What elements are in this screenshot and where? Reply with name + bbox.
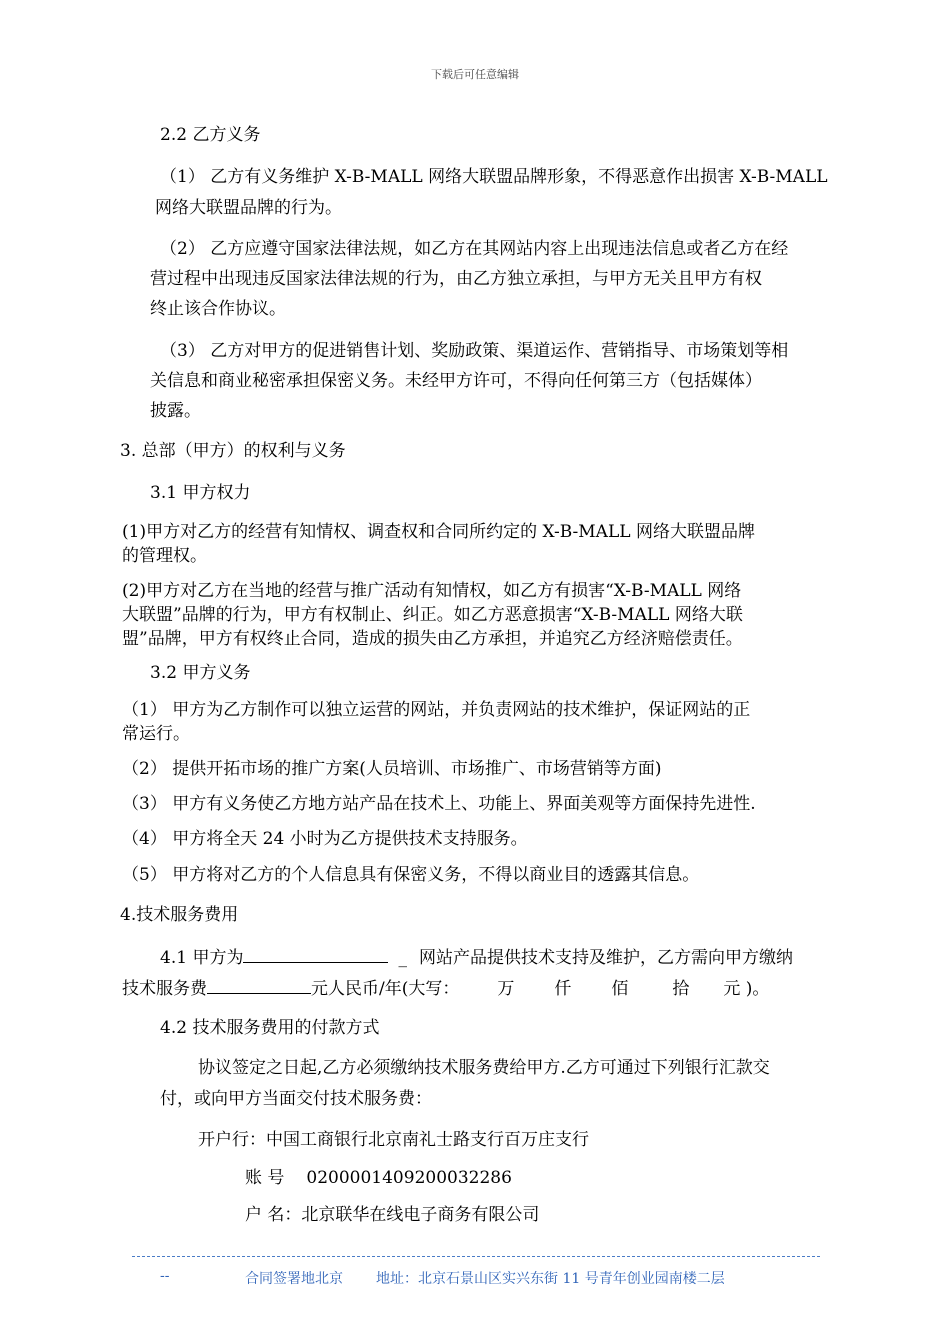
paragraph-line: （1） 乙方有义务维护 X-B-MALL 网络大联盟品牌形象，不得恶意作出损害 X-B-MALL bbox=[160, 167, 828, 187]
paragraph-line: 披露。 bbox=[150, 401, 201, 421]
paragraph-line: 常运行。 bbox=[122, 724, 190, 744]
fee-unit: 元人民币/年(大写： bbox=[311, 979, 460, 999]
unit-yuan: 元 )。 bbox=[723, 979, 770, 999]
fee-line-2 bbox=[122, 977, 769, 1000]
paragraph-line: 关信息和商业秘密承担保密义务。未经甲方许可，不得向任何第三方（包括媒体） bbox=[150, 371, 762, 391]
unit-bai: 佰 bbox=[611, 979, 629, 999]
paragraph-line: （2） 乙方应遵守国家法律法规，如乙方在其网站内容上出现违法信息或者乙方在经 bbox=[160, 239, 789, 259]
section-4-heading: 4.技术服务费用 bbox=[120, 905, 239, 925]
paragraph-line: 营过程中出现违反国家法律法规的行为，由乙方独立承担，与甲方无关且甲方有权 bbox=[150, 269, 762, 289]
underscore-mark: _ bbox=[398, 948, 407, 968]
footer-address: 地址：北京石景山区实兴东街 11 号青年创业园南楼二层 bbox=[376, 1271, 725, 1287]
account-name: 北京联华在线电子商务有限公司 bbox=[301, 1205, 540, 1225]
paragraph-line: 协议签定之日起,乙方必须缴纳技术服务费给甲方.乙方可通过下列银行汇款交 bbox=[198, 1058, 770, 1078]
fee-line-1 bbox=[160, 946, 793, 969]
footer-dashes: -- bbox=[160, 1268, 170, 1284]
bank-name-line: 开户行：中国工商银行北京南礼士路支行百万庄支行 bbox=[198, 1130, 589, 1150]
paragraph-line: （2） 提供开拓市场的推广方案(人员培训、市场推广、市场营销等方面) bbox=[122, 759, 662, 779]
section-3-heading: 3. 总部（甲方）的权利与义务 bbox=[120, 441, 346, 461]
paragraph-line: 网络大联盟品牌的行为。 bbox=[155, 198, 342, 218]
unit-wan: 万 bbox=[497, 979, 515, 999]
fee-text: 网站产品提供技术支持及维护，乙方需向甲方缴纳 bbox=[418, 948, 793, 968]
section-3-1-heading: 3.1 甲方权力 bbox=[150, 483, 251, 503]
page-header-note: 下载后可任意编辑 bbox=[431, 68, 519, 81]
account-number-line bbox=[245, 1167, 512, 1189]
section-3-2-heading: 3.2 甲方义务 bbox=[150, 663, 251, 683]
paragraph-line: （3） 甲方有义务使乙方地方站产品在技术上、功能上、界面美观等方面保持先进性. bbox=[122, 794, 756, 814]
paragraph-line: （5） 甲方将对乙方的个人信息具有保密义务，不得以商业目的透露其信息。 bbox=[122, 865, 700, 885]
account-name-label: 户 名： bbox=[245, 1205, 302, 1225]
fee-amount-blank[interactable] bbox=[207, 977, 311, 994]
account-number: 0200001409200032286 bbox=[306, 1168, 512, 1188]
paragraph-line: 的管理权。 bbox=[122, 546, 207, 566]
fee-label: 4.1 甲方为 bbox=[160, 948, 244, 968]
website-name-blank[interactable] bbox=[243, 946, 388, 963]
paragraph-line: （1） 甲方为乙方制作可以独立运营的网站，并负责网站的技术维护，保证网站的正 bbox=[122, 700, 751, 720]
account-name-line bbox=[245, 1204, 539, 1226]
account-label: 账 号 bbox=[245, 1168, 285, 1188]
paragraph-line: 大联盟”品牌的行为，甲方有权制止、纠正。如乙方恶意损害“X-B-MALL 网络大联 bbox=[122, 605, 743, 625]
paragraph-line: (2)甲方对乙方在当地的经营与推广活动有知情权，如乙方有损害“X-B-MALL 网络 bbox=[122, 581, 742, 601]
footer-place: 合同签署地北京 bbox=[245, 1271, 343, 1287]
section-2-2-heading: 2.2 乙方义务 bbox=[160, 125, 261, 145]
unit-qian: 仟 bbox=[554, 979, 572, 999]
paragraph-line: 终止该合作协议。 bbox=[150, 299, 286, 319]
fee-label: 技术服务费 bbox=[122, 979, 207, 999]
unit-shi: 拾 bbox=[672, 979, 690, 999]
paragraph-line: 付，或向甲方当面交付技术服务费： bbox=[160, 1089, 432, 1109]
section-4-2-heading: 4.2 技术服务费用的付款方式 bbox=[160, 1018, 380, 1038]
paragraph-line: 盟”品牌，甲方有权终止合同，造成的损失由乙方承担，并追究乙方经济赔偿责任。 bbox=[122, 629, 743, 649]
footer-divider bbox=[132, 1256, 820, 1257]
paragraph-line: （3） 乙方对甲方的促进销售计划、奖励政策、渠道运作、营销指导、市场策划等相 bbox=[160, 341, 789, 361]
paragraph-line: （4） 甲方将全天 24 小时为乙方提供技术支持服务。 bbox=[122, 829, 528, 849]
paragraph-line: (1)甲方对乙方的经营有知情权、调查权和合同所约定的 X-B-MALL 网络大联盟品牌 bbox=[122, 522, 755, 542]
